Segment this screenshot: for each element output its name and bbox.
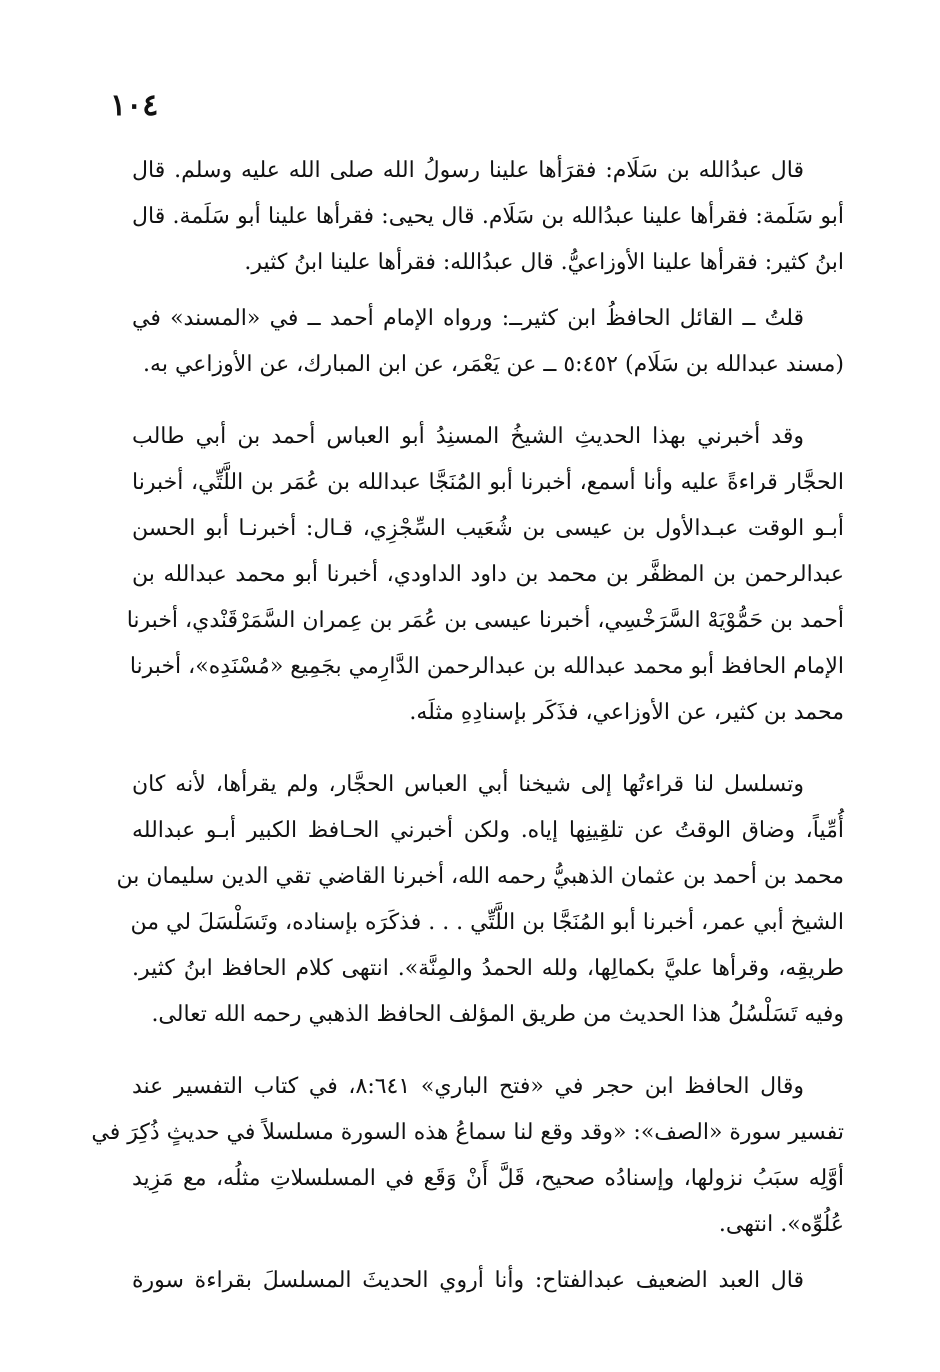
text-line: ابنُ كثير: فقرأها علينا الأوزاعيُّ. قال عبدُالله: فقرأها علينا ابنُ كثير. — [244, 250, 844, 275]
text-line: طريقِه، وقرأها عليَّ بكمالِها، ولله الحمدُ والمِنَّة». انتهى كلام الحافظ ابنُ كثير. — [132, 956, 845, 981]
paragraph-6 — [132, 1258, 844, 1304]
text-line: أبو سَلَمة: فقرأها علينا عبدُالله بن سَلَام. قال يحيى: فقرأها علينا أبو سَلَمة. قال — [132, 204, 844, 229]
text-line: أُمِّياً، وضاق الوقتُ عن تلقِينِها إياه. ولكن أخبرني الحـافظ الكبير أبـو عبدالله — [132, 818, 845, 843]
text-line: أبـو الوقت عبـدالأول بن عيسى بن شُعَيب السِّجْزِي، قـال: أخبرنـا أبو الحسن — [132, 516, 844, 541]
text-line: محمد بن أحمد بن عثمان الذهبيُّ رحمه الله، أخبرنا القاضي تقي الدين سليمان بن — [116, 864, 844, 889]
text-line: قلتُ ــ القائل الحافظُ ابن كثيرــ: ورواه الإمام أحمد ــ في «المسند» في — [132, 306, 804, 331]
text-line: أوَّلِه سبَبُ نزولها، وإسنادُه صحيح، قَلَّ أَنْ وَقَع في المسلسلاتِ مثلُه، مع مَزِيد — [132, 1166, 844, 1191]
text-line: وقد أخبرني بهذا الحديثِ الشيخُ المسنِدُ أبو العباس أحمد بن أبي طالب — [132, 424, 804, 449]
paragraph-1 — [132, 148, 844, 286]
text-line: تفسير سورة «الصف»: «وقد وقع لنا سماعُ هذه السورة مسلسلاً في حديثٍ ذُكِرَ في — [91, 1120, 844, 1145]
text-line: محمد بن كثير، عن الأوزاعي، فذَكَر بإسنادِهِ مثلَه. — [409, 700, 844, 725]
text-line: عبدالرحمن بن المظفَّر بن محمد بن داود الداودي، أخبرنا أبو محمد عبدالله بن — [132, 562, 844, 587]
text-line: وفيه تَسَلْسُلُ هذا الحديث من طريق المؤلف الحافظ الذهبي رحمه الله تعالى. — [151, 1002, 844, 1027]
text-line: الشيخ أبي عمر، أخبرنا أبو المُنَجَّا بن اللَّتِّي . . . فذكَرَه بإسناده، وتَسَلْسَلَ لي من — [130, 910, 844, 935]
body-text — [91, 148, 845, 1314]
text-line: وقال الحافظ ابن حجر في «فتح الباري» ٨:٦٤١، في كتاب التفسير عند — [132, 1074, 804, 1099]
text-line: عُلُوِّه». انتهى. — [718, 1212, 844, 1237]
text-line: (مسند عبدالله بن سَلَام) ٥:٤٥٢ ــ عن يَعْمَر، عن ابن المبارك، عن الأوزاعي به. — [143, 352, 844, 377]
text-line: قال عبدُالله بن سَلَام: فقرَأها علينا رسولُ الله صلى الله عليه وسلم. قال — [132, 158, 804, 183]
text-line: قال العبد الضعيف عبدالفتاح: وأنا أروي الحديثَ المسلسلَ بقراءة سورة — [132, 1268, 804, 1293]
paragraph-5 — [91, 1064, 844, 1248]
text-line: وتسلسل لنا قراءتُها إلى شيخنا أبي العباس الحجَّار، ولم يقرأها، لأنه كان — [132, 772, 804, 797]
paragraph-4 — [116, 762, 845, 1038]
paragraph-3 — [126, 414, 844, 736]
text-line: الحجَّار قراءةً عليه وأنا أسمع، أخبرنا أبو المُنَجَّا عبدالله بن عُمَر بن اللَّتِّي، أخبرنا — [132, 470, 844, 495]
text-line: الإمام الحافظ أبو محمد عبدالله بن عبدالرحمن الدَّارِمي بجَمِيع «مُسْنَدِه»، أخبرنا — [129, 654, 844, 679]
page-number: ١٠٤ — [110, 88, 159, 123]
paragraph-2 — [132, 296, 844, 388]
text-line: أحمد بن حَمُّوْيَهْ السَّرَخْسِي، أخبرنا عيسى بن عُمَر بن عِمران السَّمَرْقَنْدي، أخبرنا — [126, 608, 844, 633]
